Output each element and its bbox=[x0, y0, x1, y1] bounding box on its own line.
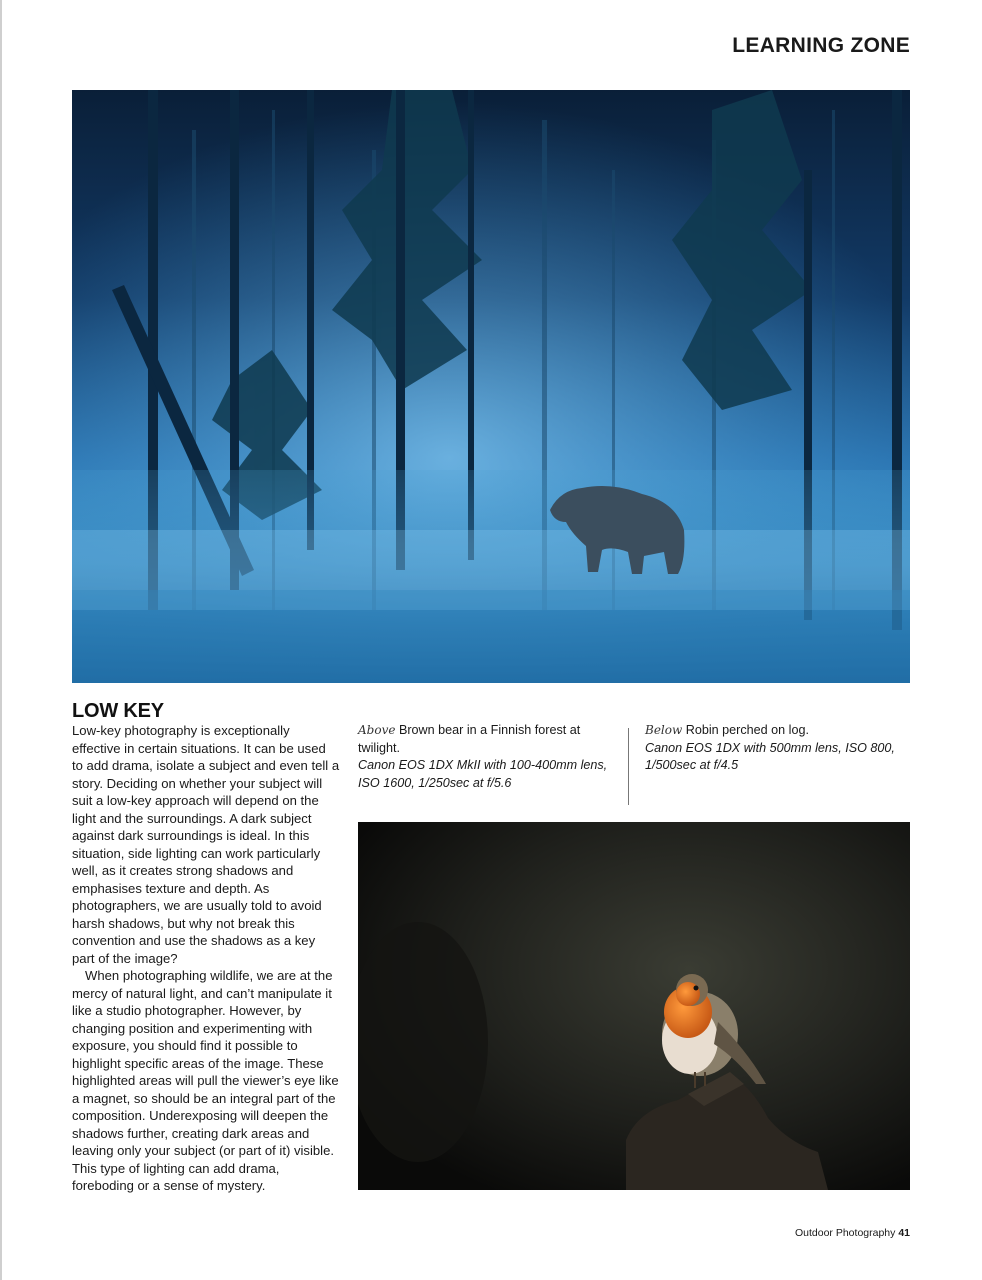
caption-above bbox=[358, 722, 620, 792]
article-heading: LOW KEY bbox=[72, 700, 164, 722]
robin-image bbox=[358, 822, 910, 1190]
page-number: 41 bbox=[898, 1227, 910, 1239]
caption-divider bbox=[628, 728, 629, 805]
caption-text: Brown bear in a Finnish forest at twilight. bbox=[358, 723, 581, 755]
caption-below bbox=[645, 722, 907, 775]
caption-lead: Above bbox=[358, 723, 396, 737]
caption-lead: Below bbox=[645, 723, 683, 737]
section-label: LEARNING ZONE bbox=[732, 34, 910, 57]
caption-specs: Canon EOS 1DX with 500mm lens, ISO 800, 1/500sec at f/4.5 bbox=[645, 740, 895, 772]
caption-text: Robin perched on log. bbox=[685, 723, 809, 737]
caption-specs: Canon EOS 1DX MkII with 100-400mm lens, ISO 1600, 1/250sec at f/5.6 bbox=[358, 758, 608, 790]
publication-name: Outdoor Photography bbox=[794, 1227, 896, 1239]
article-paragraph: Low-key photography is exceptionally effective in certain situations. It can be used to add drama, isolate a subject and even tell a story. Deciding on whether your subject will suit a low-key approach will depend on the light and the surroundings. A dark subject against dark surroundings is ideal. In this situation, side lighting can work particularly well, as it creates strong shadows and emphasises texture and depth. As photographers, we are usually told to avoid harsh shadows, but why not break this convention and use the shadows as a key part of the image? bbox=[72, 723, 340, 966]
bear-photo bbox=[72, 90, 910, 683]
article-body bbox=[72, 722, 340, 1195]
robin-photo bbox=[358, 822, 910, 1190]
page-footer bbox=[795, 1227, 910, 1239]
bear-forest-image bbox=[72, 90, 910, 683]
article-paragraph: When photographing wildlife, we are at the mercy of natural light, and can’t manipulate it like a studio photographer. However, by changing position and experimenting with exposure, you should find it possible to highlight specific areas of the image. These highlighted areas will pull the viewer’s eye like a magnet, so should be an integral part of the composition. Underexposing will deepen the shadows further, creating dark areas and leaving only your subject (or part of it) visible. This type of lighting can add drama, foreboding or a sense of mystery. bbox=[72, 968, 339, 1193]
page-edge-line bbox=[0, 0, 2, 1280]
